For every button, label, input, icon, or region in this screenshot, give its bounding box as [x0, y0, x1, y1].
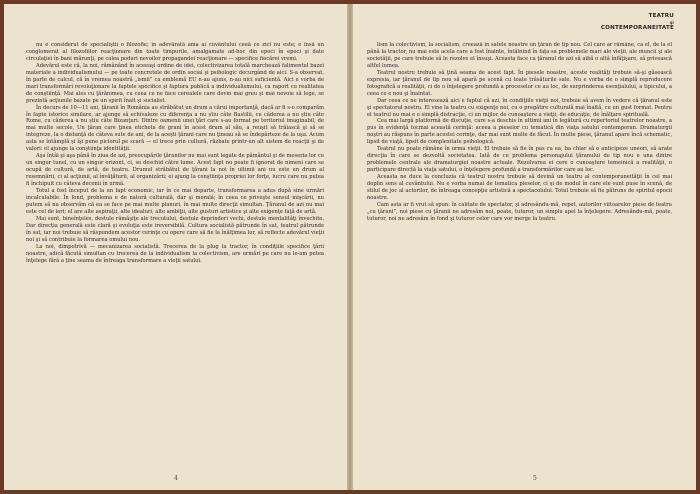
- paragraph: Aşa întâi şi aşa până în ziua de azi, preocupările ţăranilor nu mai sunt legate de pământul şi de meseria lor cu un singur tunel, cu un singur orizont, ci, se deschid către lume. Acest fapt nu poate fi ignorat de nimeni care se ocupă de cultură, de artă, de teatru. Drumul străbătut de ţărani la noi în ultimii ani nu este un drum al resemnării, ci al acţiunii, al învăţăturii, al organizării; ei ajung la conştiinţa propriei lor forţe, lucru care nu putea fi închipuit cu câteva decenii în urmă.: [26, 153, 324, 188]
- paragraph: Mai sunt, bineînţeles, destule rămăşiţe ale trecutului, destule deprinderi vechi, destule mentalităţi învechite. Dar direcţia generală este clară şi evoluţia este ireversibilă. Cultura socialistă pătrunde în sat, teatrul pătrunde în sat, iar noi trebuie să răspundem acestor cerinţe cu opere care să fie la înălţimea lor, să reflecte adevărul vieţii noi şi să contribuie la formarea omului nou.: [26, 215, 324, 243]
- paragraph: lism la colectivism, la socialism, creează în satele noastre un ţăran de tip nou. Cel care ar rămâne, ca el, de la el până la tractor, nu mai este acela care a fost înainte, întâlnind în faţa sa problemele mari ale vieţii, ale muncii şi ale societăţii, pe care trebuie să le rezolve el însuşi. Aceasta face ca ţăranul de azi să aibă o altă înfăţişare, să privească altfel lumea.: [367, 42, 672, 69]
- paragraph: Cea mai largă platformă de discuţie, care s-a deschis în ultimii ani în legătură cu repertoriul teatrelor noastre, a pus în evidenţă tocmai această cerinţă: aceea a pieselor cu tematică din viaţa satului contemporan. Dramaturgii noştri au răspuns în parte acestei cerinţe, dar mai sunt multe de făcut. În multe piese, ţăranul apare încă schematic, lipsit de viaţă, lipsit de complexitate psihologică.: [367, 118, 672, 146]
- right-page-text: [367, 42, 672, 460]
- paragraph: Teatrul nu poate rămâne în urma vieţii. El trebuie să fie în pas cu ea, ba chiar să o anticipeze uneori, să arate direcţia în care se dezvoltă societatea. Iată de ce problema personajului ţăranului de tip nou e una dintre problemele centrale ale dramaturgiei noastre actuale. Rezolvarea ei cere o cunoaştere temeinică a realităţii, o participare directă la viaţa satului, o înţelegere profundă a transformărilor care au loc.: [367, 146, 672, 174]
- right-page: [353, 4, 696, 490]
- running-header: [601, 13, 674, 32]
- paragraph: Aceasta ne duce la concluzia că teatrul nostru trebuie să devină un teatru al contemporaneităţii în cel mai deplin sens al cuvântului. Nu e vorba numai de tematica pieselor, ci şi de modul în care ele sunt puse în scenă, de stilul de joc al actorilor, de întreaga concepţie artistică a spectacolului. Totul trebuie să fie pătruns de spiritul epocii noastre.: [367, 174, 672, 201]
- header-line-2: şi: [669, 20, 674, 25]
- paragraph: Dar ceea ce ne interesează aici e faptul că azi, în condiţiile vieţii noi, trebuie să avem în vedere că ţăranul este şi spectatorul nostru. El vine la teatru cu exigenţe noi, cu o pregătire culturală mai înaltă, cu un gust format. Pentru el teatrul nu mai e o simplă distracţie, ci un mijloc de cunoaştere a vieţii, de educaţie, de înălţare spirituală.: [367, 97, 672, 118]
- paragraph: nu e considerat de specialiştii o filozofie; în adevărată ama ai cuvântului ceeă ce zici nu este; e însă un conglomerat al filozofiilor reacţionare din toate timpurile, amalgamate ad-hoc din epoci în epoci şi date circulaţiei în bani mărunţi, pe calea poduri nevoilor propagandei reacţionare — specifice fiecărei vremi.: [26, 42, 324, 62]
- paragraph: În decurs de 10—11 ani, ţăranii în România au străbătut un drum a cărui importanţă, dacă ar fi s-o comparăm în fapte istorice similare, ar ajunge să echivaleze cu diferenţa a nu știu câte Bastilii, cu căderea a nu știu câte Rome, cu căderea a nu știu câte Bizanţuri. Dintre oamenii unei ţări care s-au format pe teritoriul imaginabil, de mai multe secole, Un ţăran care ţinea eticheta de grani în acest drum al său, a reuşit să trăiască şi să se integreze, la o distanţă de câteva sute de ani, de la aceşti ţărani care nu ţineau să se îndepărteze de la uşa. Acum asta se întâmplă şi îşi pune piciorul pe scară — el trece prin cultură, răzbate printr-un alt sistem de reacţii şi de valori: el ajunge la conştiinţa identităţii.: [26, 104, 324, 153]
- paragraph: La noi, dimpotrivă — mecanizarea socialistă. Trecerea de la plug la tractor, în condiţiile specifice ţării noastre, adică făcută simultan cu trecerea de la individualism la colectivism, are urmări pe care nu le-am putea înţelege fără a ţine seama de întreaga transformare a vieţii satului.: [26, 243, 324, 264]
- header-line-1: TEATRU: [648, 13, 674, 19]
- paragraph: Cam asta ar fi vrut să spun: în calitate de spectator, şi adresându-mă, repet, autorilor viitoarelor piese de teatru „cu ţărani”, noi piese cu ţăranii ne adresăm noi, poate, tuturor, un simplu apel la înţelegere. Adresăndu-mă, poate, tuturor, noi ne adresăm în fond şi tuturor celor care vor merge la teatru.: [367, 201, 672, 222]
- paragraph: Totul a fost început de la un fapt economic, iar în ce mai departe, transformarea a adus după sine urmări incalculabile. În fond, problema e de natură culturală, dar şi morală; în ceea ce priveşte sensul mişcării, nu putem să nu observăm că ea se face pe mai multe planuri, în mai multe direcţii simultan. Ţăranul de azi nu mai este cel de ieri; el are alte aspiraţii, alte idealuri, alte ambiţii, alte gusturi artistice şi alte exigenţe faţă de artă.: [26, 188, 324, 215]
- left-page-text: [26, 42, 324, 460]
- paragraph: Adevărul este că, la noi, rămânând în aceeaşi ordine de idei, colectivizarea totală marchează falimentul bazei materiale a individualismului — pe toate concretele de ordin social şi psihologic decurgând de aici. S-a observat, în parte de calcul, că în vremea noastră „ismii” ca emblemă EU n-au ajuns, n-au nici suficientă. Aici e vorba de mari transformări revoluţionare la faptele specifice şi faptura publică a individualismului, ca raport cu realitatea de conştiinţă. Mai ales cu ţărănimea, cu ceea ce ne face cerealele care devin mai greu şi mai nevoie să lege, se prezintă acţiunile bazate pe un spirit înalt şi socialist.: [26, 62, 324, 104]
- header-line-3: CONTEMPORANEITATE: [600, 25, 674, 31]
- paragraph: Teatrul nostru trebuie să ţină seama de acest fapt. În piesele noastre, aceste realităţi trebuie să-şi găsească expresia, iar ţăranul de tip nou să apară pe scenă cu toate trăsăturile sale. Nu e vorba de o simplă reproducere fotografică a realităţii, ci de o înţelegere profundă a proceselor ce au loc, de surprinderea esenţialului, a tipicului, a ceea ce e nou şi înaintat.: [367, 69, 672, 97]
- left-page: [4, 4, 347, 490]
- right-page-number: 5: [533, 475, 537, 482]
- left-page-number: 4: [174, 475, 178, 482]
- book-spread: [4, 4, 696, 490]
